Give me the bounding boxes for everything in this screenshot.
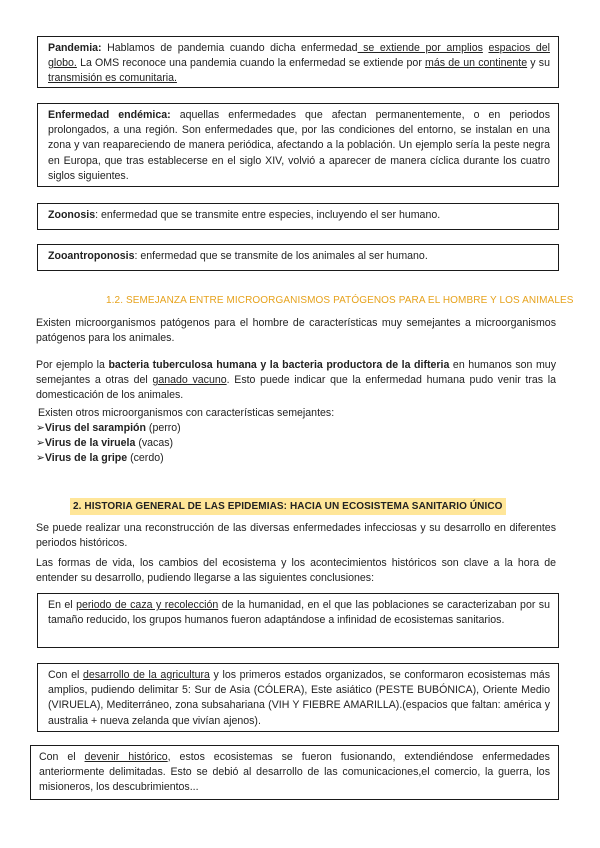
arrow-bullet-icon: ➢: [36, 452, 45, 465]
agricultura-text-1: Con el: [48, 669, 83, 681]
arrow-bullet-icon: ➢: [36, 437, 45, 450]
pandemia-underline-1: se extiende por amplios: [357, 42, 483, 54]
term-pandemia: Pandemia:: [48, 42, 102, 54]
conclusion-box-devenir: [30, 745, 559, 800]
term-endemica: Enfermedad endémica:: [48, 109, 171, 121]
section-1-2-paragraph-2: [36, 358, 556, 404]
list-item: [36, 421, 336, 436]
pandemia-underline-3: más de un continente: [425, 57, 528, 70]
p2-text-1: Por ejemplo la: [36, 359, 109, 371]
p2-bold: bacteria tuberculosa humana y la bacteria productora de la difteria: [108, 359, 450, 371]
section-1-2-paragraph-3: Existen otros microorganismos con características semejantes:: [38, 407, 335, 419]
section-2-paragraph-2: Las formas de vida, los cambios del ecosistema y los acontecimientos históricos son clave a la hora de entender su desarrollo, pudiendo llegarse a las siguientes conclusiones:: [36, 557, 556, 585]
virus-animal: (perro): [145, 422, 181, 434]
section-2-heading: 2. HISTORIA GENERAL DE LAS EPIDEMIAS: HACIA UN ECOSISTEMA SANITARIO ÚNICO: [70, 498, 506, 515]
virus-list: [36, 421, 336, 467]
devenir-text-2: , estos ecosistemas se fueron fusionando, extendiéndose enfermedades anteriormente delimitadas. Esto se debió al desarrollo de las comunicaciones,el comercio, la guerra, los misioneros, los descubrimientos...: [39, 751, 550, 794]
arrow-bullet-icon: ➢: [36, 422, 45, 434]
list-item: [36, 451, 336, 466]
virus-name: Virus de la viruela: [44, 437, 136, 450]
pandemia-text-1: Hablamos de pandemia cuando dicha enfermedad: [101, 42, 358, 54]
virus-name: Virus de la gripe: [44, 452, 128, 465]
pandemia-text-3: La OMS reconoce una pandemia cuando la enfermedad se extiende por: [76, 57, 426, 70]
caza-text-2: de la humanidad, en el que las poblaciones se caracterizaban por su tamaño reducido, los grupos humanos fueron adaptándose a infinidad de ecosistemas sanitarios.: [48, 599, 550, 627]
pandemia-underline-4: transmisión es comunitaria.: [48, 72, 177, 85]
zoonosis-text: : enfermedad que se transmite entre especies, incluyendo el ser humano.: [95, 209, 441, 221]
virus-animal: (cerdo): [127, 452, 164, 465]
devenir-underline: devenir histórico: [84, 751, 168, 763]
caza-underline: periodo de caza y recolección: [76, 599, 219, 611]
virus-animal: (vacas): [135, 437, 174, 450]
term-zooantroponosis: Zooantroponosis: [48, 250, 135, 262]
definition-box-pandemia: [37, 36, 559, 88]
endemica-text: aquellas enfermedades que afectan permanentemente, o en periodos prolongados, a una región. Son enfermedades que, por las condiciones del entorno, se instalan en una zona y van reapareciendo de manera periódica, afectando a la población. Un ejemplo sería la peste negra en Europa, que tras establecerse en el siglo XIV, volvió a aparecer de manera cíclica durante los cuatro siglos siguientes.: [48, 109, 550, 182]
devenir-text-1: Con el: [39, 751, 85, 763]
p2-text-2: en humanos son muy semejantes a otras del: [36, 359, 557, 387]
caza-text-1: En el: [48, 599, 77, 611]
agricultura-text-2: y los primeros estados organizados, se conformaron ecosistemas más amplios, pudiendo delimitar 5: Sur de Asia (CÓLERA), Este asiático (PESTE BUBÓNICA), Oriente Medio (VIRUELA), Mediterráneo, zona subsahariana (VIH Y FIEBRE AMARILLA).(espacios que faltan: américa y australia + nueva zelanda que vivían ajenos).: [48, 669, 550, 727]
pandemia-text-4: y su: [527, 57, 550, 70]
definition-box-endemica: [37, 103, 559, 187]
section-1-2-paragraph-1: Existen microorganismos patógenos para el hombre de características muy semejantes a microorganismos patógenos para los animales.: [36, 317, 556, 345]
definition-box-zoonosis: [37, 203, 559, 230]
zooantroponosis-text: : enfermedad que se transmite de los animales al ser humano.: [134, 250, 428, 262]
conclusion-box-agricultura: [37, 663, 559, 732]
p2-underline: ganado vacuno: [152, 374, 227, 387]
term-zoonosis: Zoonosis: [48, 209, 96, 221]
conclusion-box-caza: [37, 593, 559, 648]
list-item: [36, 436, 336, 451]
p2-text-3: . Esto puede indicar que la enfermedad humana pudo venir tras la domesticación de los animales.: [36, 374, 557, 402]
agricultura-underline: desarrollo de la agricultura: [82, 669, 210, 681]
definition-box-zooantroponosis: [37, 244, 559, 271]
virus-name: Virus del sarampión: [44, 422, 146, 434]
section-2-paragraph-1: Se puede realizar una reconstrucción de las diversas enfermedades infecciosas y su desarrollo en diferentes periodos históricos.: [36, 522, 556, 550]
section-1-2-heading: 1.2. SEMEJANZA ENTRE MICROORGANISMOS PATÓGENOS PARA EL HOMBRE Y LOS ANIMALES: [106, 295, 574, 306]
pandemia-underline-2: espacios del globo.: [48, 42, 550, 70]
